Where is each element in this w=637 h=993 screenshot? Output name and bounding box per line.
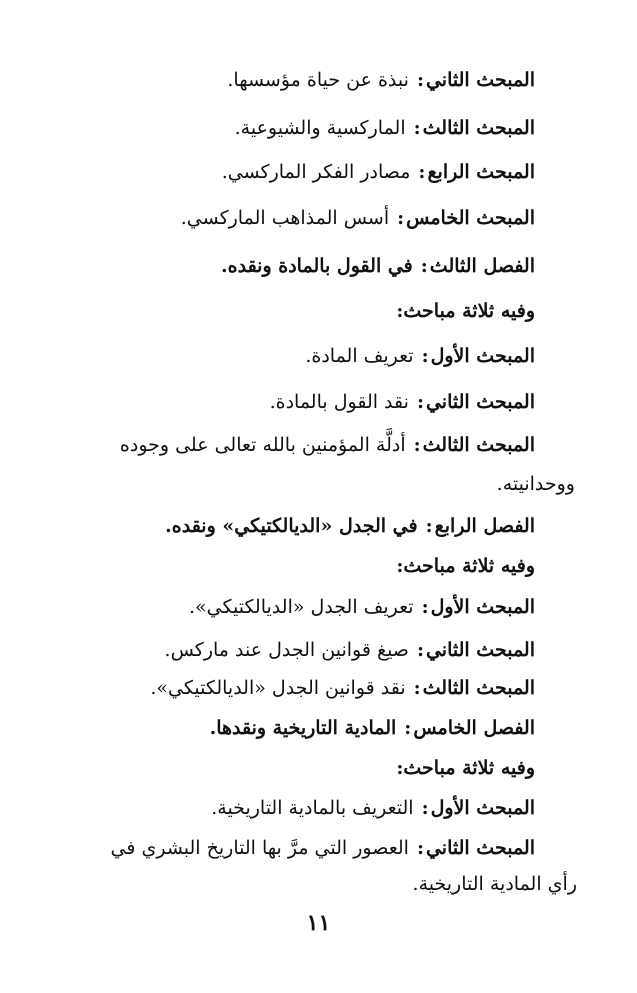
chapter-title: المادية التاريخية ونقدها. xyxy=(209,717,397,739)
chapter-line: الفصل الرابع:في الجدل «الديالكتيكي» ونقده. xyxy=(165,515,535,537)
toc-label: المبحث الأول xyxy=(430,345,535,367)
toc-line: المبحث الأول:تعريف الجدل «الديالكتيكي». xyxy=(188,596,535,618)
toc-text: أسس المذاهب الماركسي. xyxy=(180,207,390,229)
toc-label: المبحث الثاني xyxy=(425,69,535,91)
toc-label: المبحث الثاني xyxy=(425,639,535,661)
toc-line: المبحث الثالث:الماركسية والشيوعية. xyxy=(234,117,535,139)
chapter-label: الفصل الخامس xyxy=(413,717,535,739)
toc-line: المبحث الثاني:نقد القول بالمادة. xyxy=(269,391,535,413)
toc-text: التعريف بالمادية التاريخية. xyxy=(211,797,414,819)
toc-label: المبحث الخامس xyxy=(406,207,535,229)
toc-line: المبحث الثاني:العصور التي مرَّ بها التاريخ البشري في xyxy=(110,837,535,859)
chapter-label: الفصل الرابع xyxy=(434,515,535,537)
chapter-title: في الجدل «الديالكتيكي» ونقده. xyxy=(165,515,418,537)
toc-label: المبحث الأول xyxy=(430,797,535,819)
toc-label: المبحث الرابع xyxy=(427,161,535,183)
toc-text: الماركسية والشيوعية. xyxy=(234,117,406,139)
chapter-title: في القول بالمادة ونقده. xyxy=(221,255,413,277)
toc-text: صيغ قوانين الجدل عند ماركس. xyxy=(164,639,409,661)
toc-line: المبحث الثالث:أدلَّة المؤمنين بالله تعالى على وجوده xyxy=(119,434,535,456)
toc-line: المبحث الأول:تعريف المادة. xyxy=(305,345,535,367)
toc-text: تعريف الجدل «الديالكتيكي». xyxy=(188,596,414,618)
sections-intro: وفيه ثلاثة مباحث: xyxy=(396,300,535,322)
page-number: ١١ xyxy=(306,910,331,936)
toc-line: المبحث الأول:التعريف بالمادية التاريخية. xyxy=(211,797,535,819)
toc-text: تعريف المادة. xyxy=(305,345,414,367)
toc-label: المبحث الأول xyxy=(430,596,535,618)
chapter-label: الفصل الثالث xyxy=(429,255,535,277)
toc-text: نبذة عن حياة مؤسسها. xyxy=(227,69,409,91)
toc-label: المبحث الثاني xyxy=(425,391,535,413)
toc-text: نقد القول بالمادة. xyxy=(269,391,409,413)
toc-label: المبحث الثالث xyxy=(422,434,535,456)
toc-line: المبحث الثاني:نبذة عن حياة مؤسسها. xyxy=(227,69,535,91)
sections-intro: وفيه ثلاثة مباحث: xyxy=(396,555,535,577)
toc-continuation: ووحدانيته. xyxy=(496,473,575,495)
toc-text: العصور التي مرَّ بها التاريخ البشري في xyxy=(110,837,409,859)
toc-text: مصادر الفكر الماركسي. xyxy=(221,161,411,183)
toc-line: المبحث الثالث:نقد قوانين الجدل «الديالكتيكي». xyxy=(150,677,535,699)
toc-line: المبحث الرابع:مصادر الفكر الماركسي. xyxy=(221,161,535,183)
toc-label: المبحث الثالث xyxy=(422,117,535,139)
chapter-line: الفصل الخامس:المادية التاريخية ونقدها. xyxy=(209,717,535,739)
toc-text: أدلَّة المؤمنين بالله تعالى على وجوده xyxy=(119,434,406,456)
toc-line: المبحث الثاني:صيغ قوانين الجدل عند ماركس. xyxy=(164,639,535,661)
toc-label: المبحث الثاني xyxy=(425,837,535,859)
toc-text: نقد قوانين الجدل «الديالكتيكي». xyxy=(150,677,406,699)
toc-line: المبحث الخامس:أسس المذاهب الماركسي. xyxy=(180,207,535,229)
sections-intro: وفيه ثلاثة مباحث: xyxy=(396,757,535,779)
toc-continuation: رأي المادية التاريخية. xyxy=(412,873,577,895)
toc-label: المبحث الثالث xyxy=(422,677,535,699)
chapter-line: الفصل الثالث:في القول بالمادة ونقده. xyxy=(221,255,535,277)
